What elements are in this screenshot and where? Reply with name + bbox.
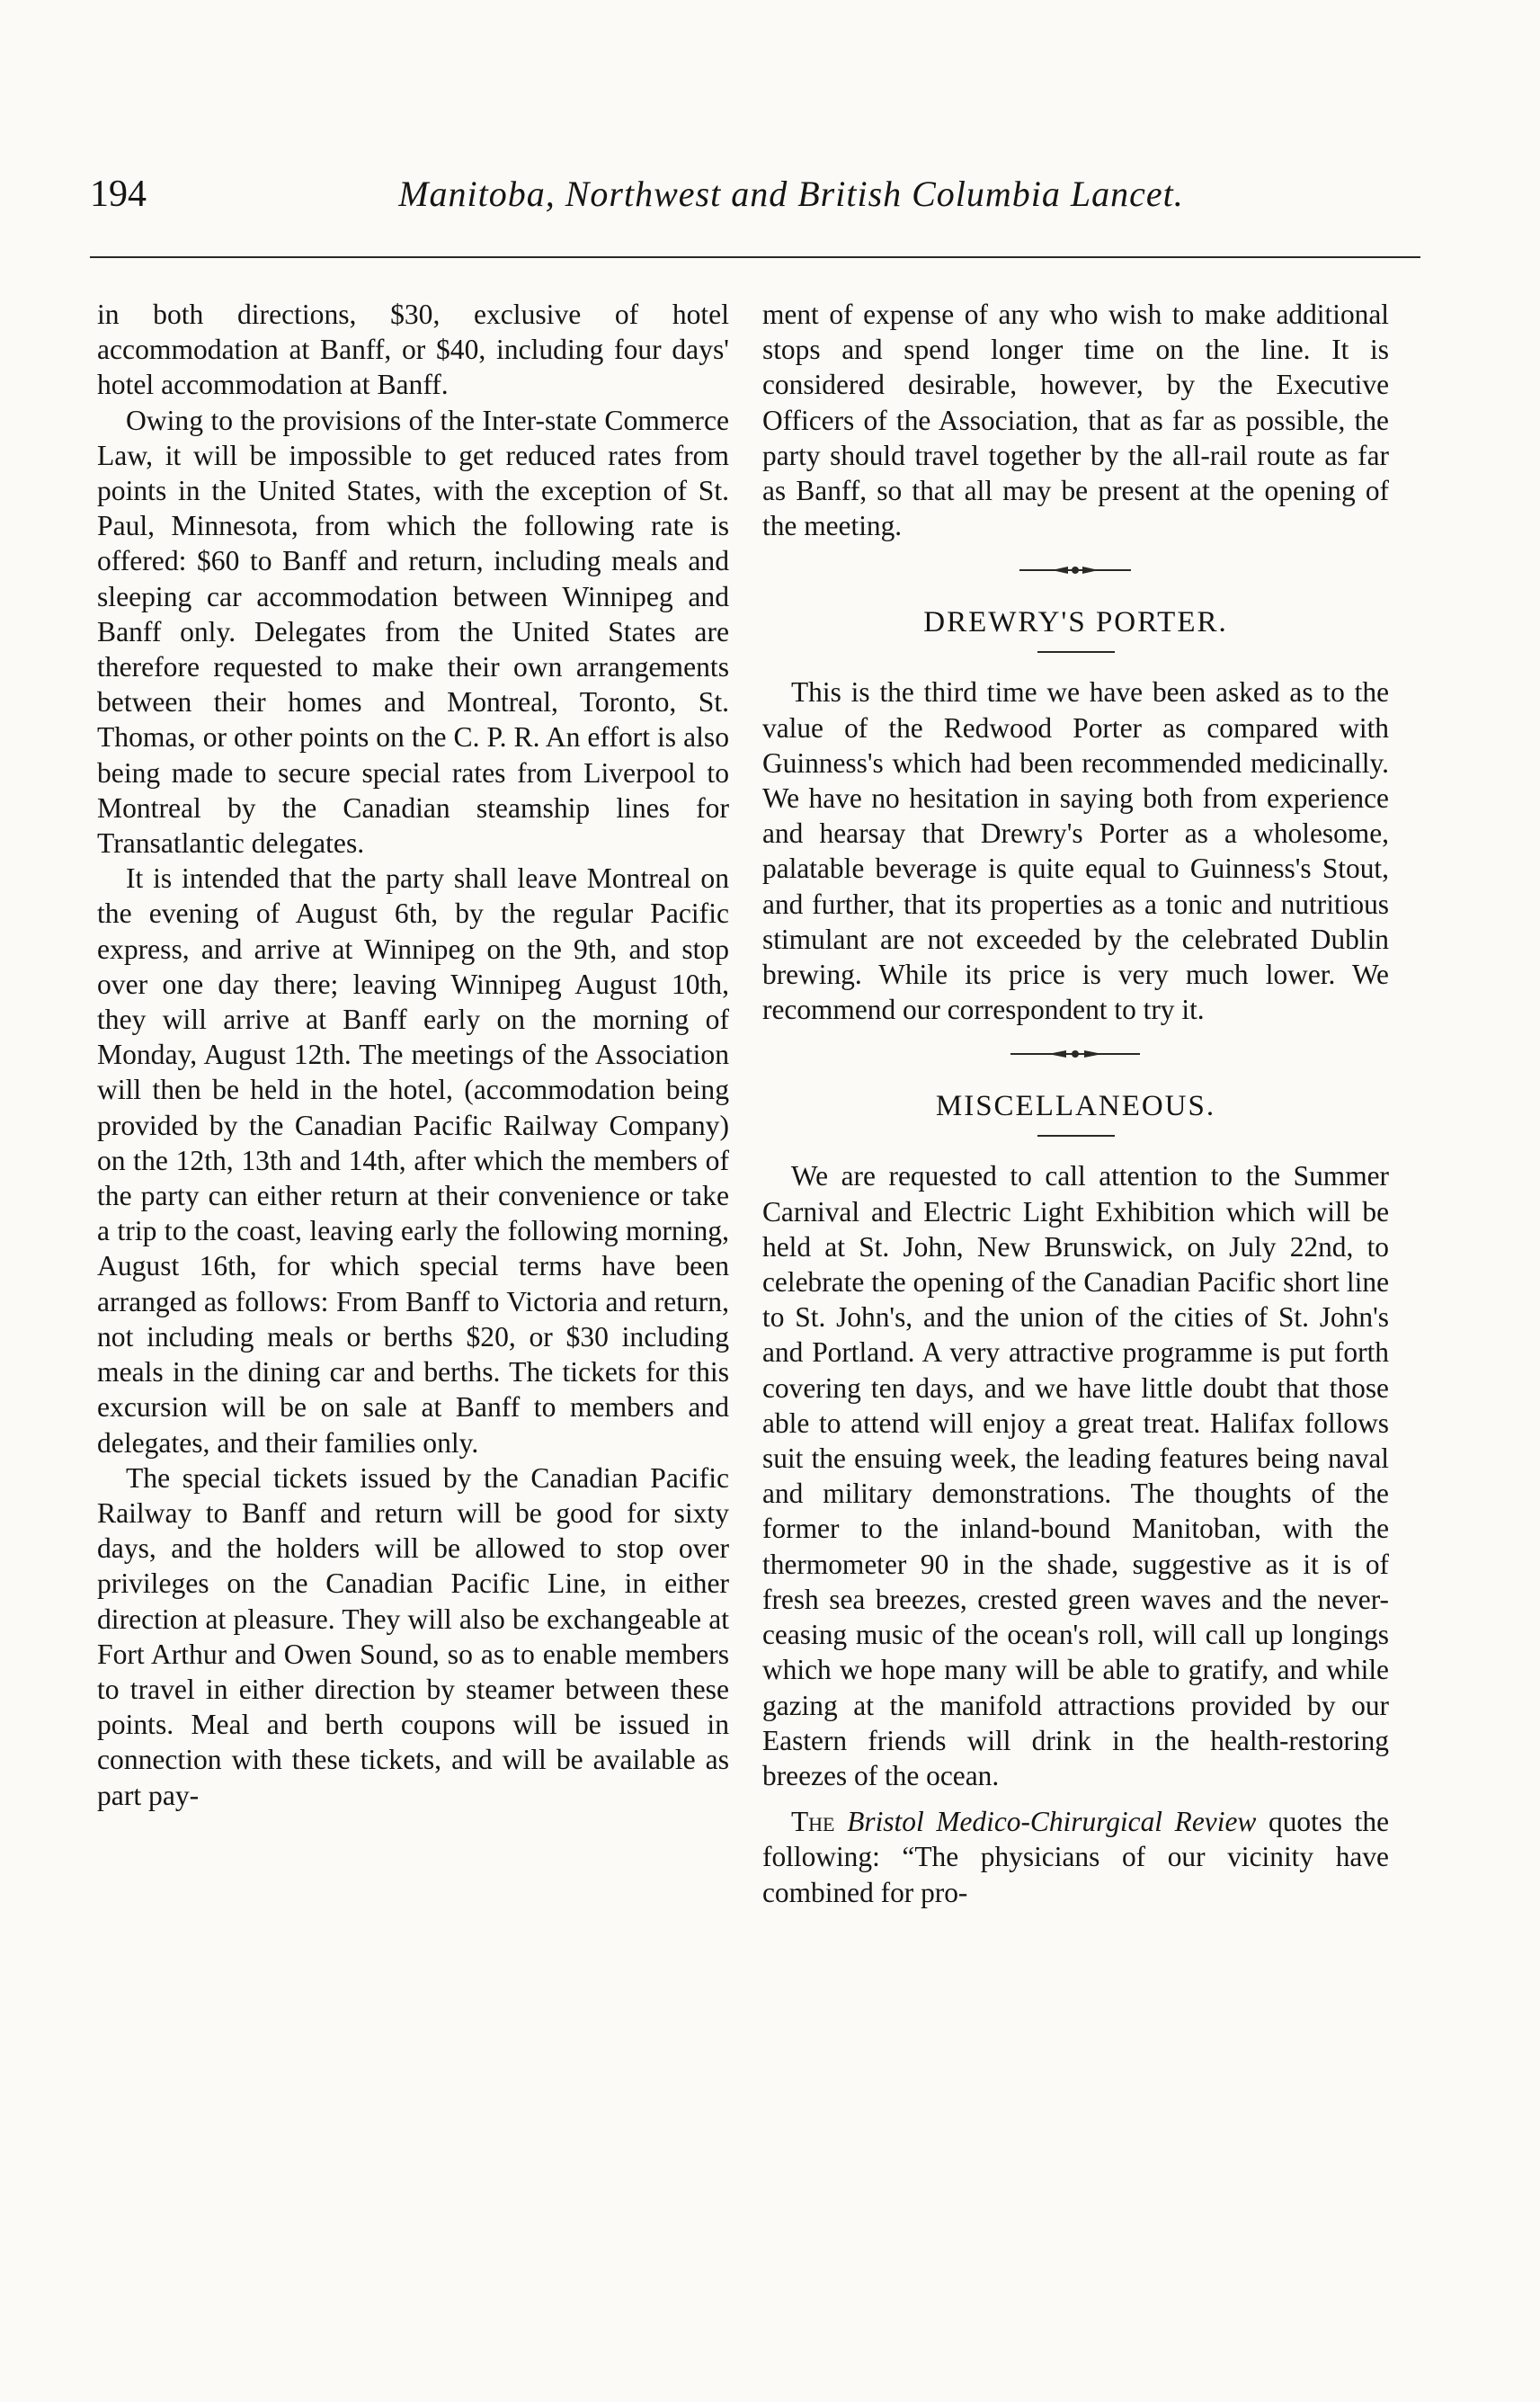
section-separator-ornament — [762, 1036, 1389, 1083]
section-heading-drewrys-porter: DREWRY'S PORTER. — [923, 606, 1228, 639]
heading-underline — [1037, 1135, 1115, 1137]
paragraph-bristol-review — [762, 1804, 1389, 1910]
left-column — [97, 297, 729, 1813]
lead-word: The — [791, 1806, 835, 1838]
page-number: 194 — [90, 174, 147, 215]
paragraph-interstate-commerce: Owing to the provisions of the Inter-state Commerce Law, it will be impossible to get reduced rates from points in the United States, with the exception of St. Paul, Minnesota, from which the following rate is offered: $60 to Banff and return, including meals and sleeping car accommodation between Winnipeg and Banff only. Delegates from the United States are therefore requested to make their own arrangements between their homes and Montreal, Toronto, St. Thomas, or other points on the C. P. R. An effort is also being made to secure special rates from Liverpool to Montreal by the Canadian steamship lines for Transatlantic delegates. — [97, 404, 729, 860]
heading-underline — [1037, 651, 1115, 653]
paragraph-continued: in both directions, $30, exclusive of hotel accommodation at Banff, or $40, including four days' hotel accommodation at Banff. — [97, 299, 729, 401]
paragraph-summer-carnival: We are requested to call attention to the Summer Carnival and Electric Light Exhibition which will be held at St. John, New Brunswick, on July 22nd, to celebrate the opening of the Canadian Pacific short line to St. John's, and the union of the cities of St. John's and Portland. A very attractive programme is put forth covering ten days, and we have little doubt that those able to attend will enjoy a great treat. Halifax follows suit the ensuing week, the leading features being naval and military demonstrations. The thoughts of the former to the inland-bound Manitoban, with the thermometer 90 in the shade, suggestive as it is of fresh sea breezes, crested green waves and the never-ceasing music of the ocean's roll, will call up longings which we hope many will be able to gratify, and while gazing at the manifold attractions provided by our Eastern friends will drink in the health-restoring breezes of the ocean. — [762, 1160, 1389, 1791]
running-head — [90, 165, 1420, 228]
header-rule — [90, 256, 1420, 258]
quote-text: quotes the following: “The physicians of our vicinity have combined for pro- — [762, 1806, 1389, 1908]
journal-title: Manitoba, Northwest and British Columbia Lancet. — [398, 174, 1184, 214]
paragraph-special-tickets: The special tickets issued by the Canadian Pacific Railway to Banff and return will be good for sixty days, and the holders will be allowed to stop over privileges on the Canadian Pacific Line, in either direction at pleasure. They will also be exchangeable at Fort Arthur and Owen Sound, so as to enable members to travel in either direction by steamer between these points. Meal and berth coupons will be issued in connection with these tickets, and will be available as part pay- — [97, 1461, 729, 1811]
section-separator-ornament — [762, 552, 1389, 599]
section-heading-miscellaneous: MISCELLANEOUS. — [935, 1090, 1216, 1123]
paragraph-drewrys-porter: This is the third time we have been asked as to the value of the Redwood Porter as compared with Guinness's which had been recommended medicinally. We have no hesitation in saying both from experience and hearsay that Drewry's Porter as a wholesome, palatable beverage is quite equal to Guinness's Stout, and further, that its properties as a tonic and nutritious stimulant are not exceeded by the celebrated Dublin brewing. While its price is very much lower. We recommend our correspondent to try it. — [762, 676, 1389, 1026]
right-column — [762, 297, 1389, 1910]
paragraph-continuation: ment of expense of any who wish to make additional stops and spend longer time on the line. It is considered desirable, however, by the Executive Officers of the Association, that as far as possible, the party should travel together by the all-rail route as far as Banff, so that all may be present at the opening of the meeting. — [762, 299, 1389, 542]
paragraph-itinerary: It is intended that the party shall leave Montreal on the evening of August 6th, by the regular Pacific express, and arrive at Winnipeg on the 9th, and stop over one day there; leaving Winnipeg August 10th, they will arrive at Banff early on the morning of Monday, August 12th. The meetings of the Association will then be held in the hotel, (accommodation being provided by the Canadian Pacific Railway Company) on the 12th, 13th and 14th, after which the members of the party can either return at their convenience or take a trip to the coast, leaving early the following morning, August 16th, for which special terms have been arranged as follows: From Banff to Victoria and return, not including meals or berths $20, or $30 including meals in the dining car and berths. The tickets for this excursion will be on sale at Banff to members and delegates, and their families only. — [97, 862, 729, 1459]
journal-citation: Bristol Medico-Chirurgical Review — [847, 1806, 1257, 1838]
